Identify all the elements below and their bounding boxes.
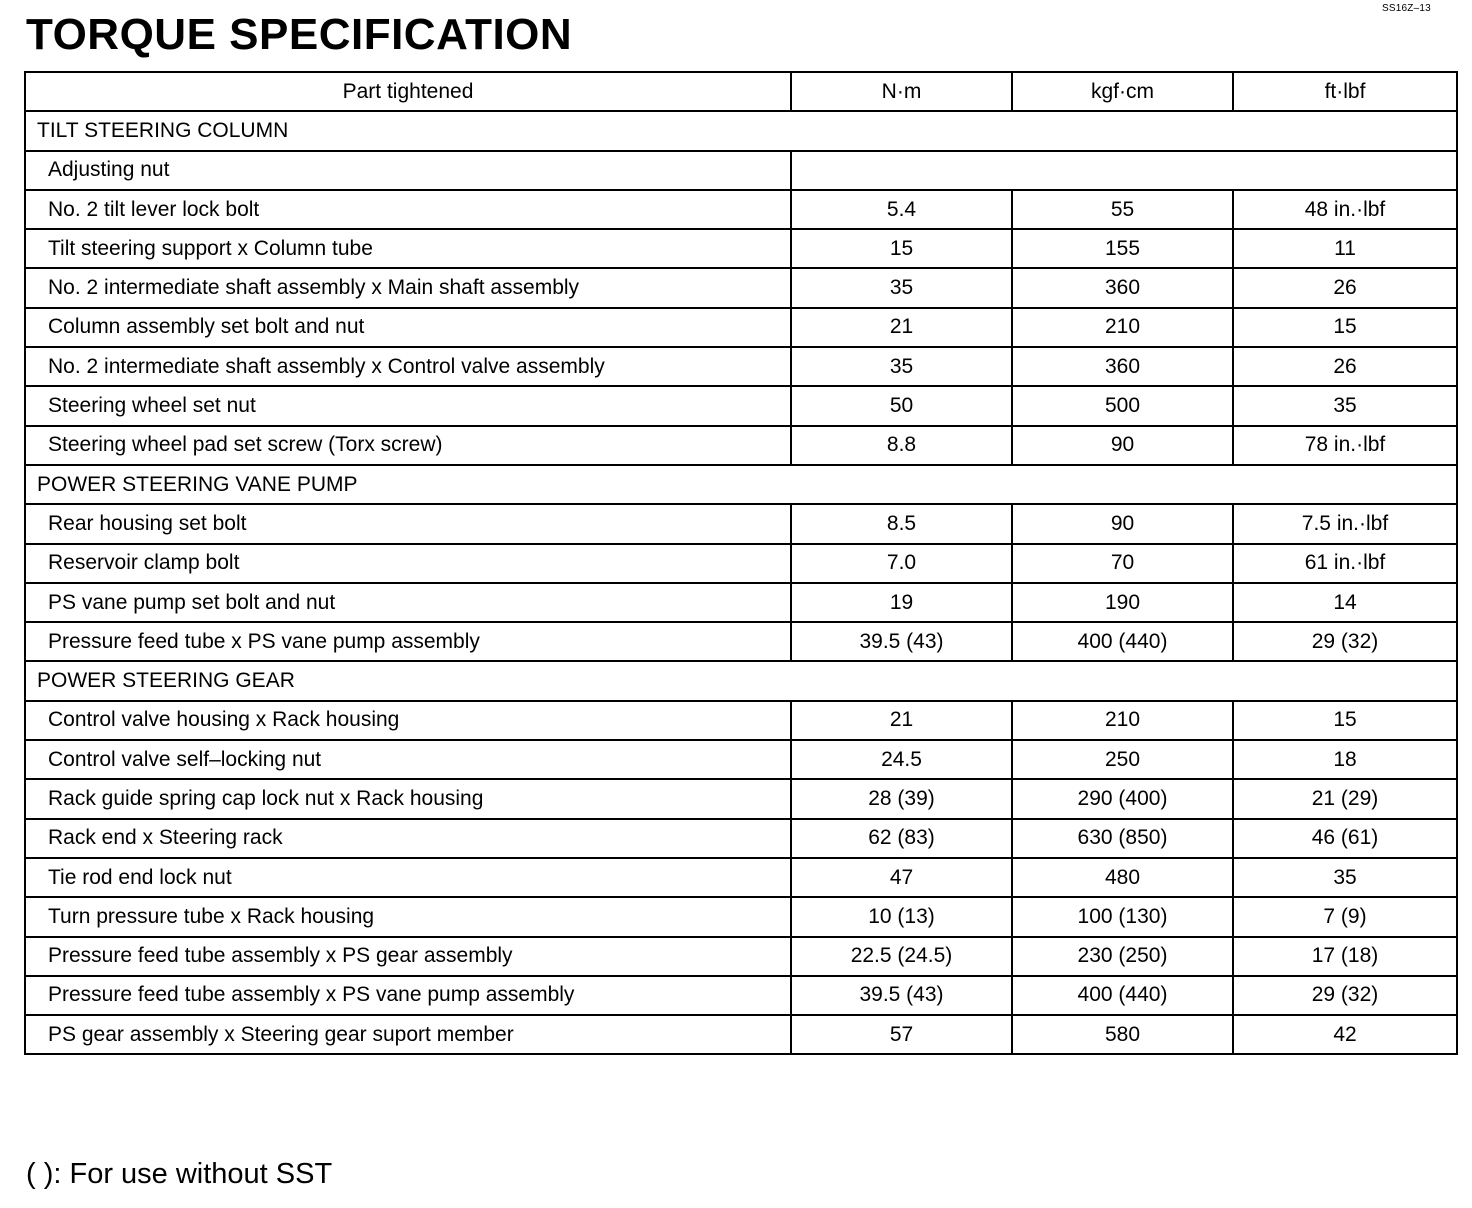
part-name-cell: PS vane pump set bolt and nut [25,583,791,622]
kgfcm-value-cell: 70 [1012,544,1233,583]
table-row [25,504,1457,543]
section-title: TILT STEERING COLUMN [25,111,1457,150]
column-header-part: Part tightened [25,72,791,111]
nm-value-cell: 8.8 [791,426,1012,465]
table-row [25,1015,1457,1054]
ftlbf-value-cell: 61 in.·lbf [1233,544,1457,583]
part-name-cell: Steering wheel pad set screw (Torx screw) [25,426,791,465]
part-name-cell: Pressure feed tube assembly x PS vane pump assembly [25,976,791,1015]
part-name-cell: No. 2 tilt lever lock bolt [25,190,791,229]
kgfcm-value-cell: 155 [1012,229,1233,268]
section-title: POWER STEERING GEAR [25,661,1457,700]
table-row [25,268,1457,307]
table-row [25,779,1457,818]
nm-value-cell: 50 [791,386,1012,425]
ftlbf-value-cell: 15 [1233,308,1457,347]
ftlbf-value-cell: 14 [1233,583,1457,622]
kgfcm-value-cell: 210 [1012,308,1233,347]
ftlbf-value-cell: 17 (18) [1233,937,1457,976]
kgfcm-value-cell: 90 [1012,426,1233,465]
nm-value-cell: 62 (83) [791,819,1012,858]
table-row [25,151,1457,190]
nm-value-cell: 35 [791,347,1012,386]
section-title: POWER STEERING VANE PUMP [25,465,1457,504]
ftlbf-value-cell: 21 (29) [1233,779,1457,818]
nm-value-cell: 28 (39) [791,779,1012,818]
nm-value-cell: 39.5 (43) [791,622,1012,661]
ftlbf-value-cell: 26 [1233,347,1457,386]
column-header-nm: N·m [791,72,1012,111]
ftlbf-value-cell: 42 [1233,1015,1457,1054]
part-name-cell: Adjusting nut [25,151,791,190]
part-name-cell: Steering wheel set nut [25,386,791,425]
nm-value-cell: 57 [791,1015,1012,1054]
table-body [25,111,1457,1054]
nm-value-cell: 21 [791,701,1012,740]
footnote: ( ): For use without SST [26,1158,333,1190]
kgfcm-value-cell: 100 (130) [1012,897,1233,936]
table-row [25,858,1457,897]
ftlbf-value-cell: 48 in.·lbf [1233,190,1457,229]
part-name-cell: Turn pressure tube x Rack housing [25,897,791,936]
kgfcm-value-cell: 400 (440) [1012,622,1233,661]
kgfcm-value-cell: 360 [1012,347,1233,386]
ftlbf-value-cell: 78 in.·lbf [1233,426,1457,465]
table-row [25,229,1457,268]
section-row [25,111,1457,150]
table-row [25,426,1457,465]
part-name-cell: Rack end x Steering rack [25,819,791,858]
part-name-cell: Pressure feed tube x PS vane pump assembly [25,622,791,661]
kgfcm-value-cell: 360 [1012,268,1233,307]
ftlbf-value-cell: 29 (32) [1233,976,1457,1015]
section-row [25,465,1457,504]
part-name-cell: Control valve housing x Rack housing [25,701,791,740]
part-name-cell: Pressure feed tube assembly x PS gear assembly [25,937,791,976]
table-row [25,308,1457,347]
nm-value-cell: 19 [791,583,1012,622]
ftlbf-value-cell: 46 (61) [1233,819,1457,858]
ftlbf-value-cell: 7 (9) [1233,897,1457,936]
nm-value-cell: 35 [791,268,1012,307]
nm-value-cell: 15 [791,229,1012,268]
kgfcm-value-cell: 630 (850) [1012,819,1233,858]
ftlbf-value-cell: 29 (32) [1233,622,1457,661]
document-reference-code: SS16Z–13 [1382,3,1431,14]
kgfcm-value-cell: 290 (400) [1012,779,1233,818]
kgfcm-value-cell: 500 [1012,386,1233,425]
nm-value-cell: 47 [791,858,1012,897]
column-header-ftlbf: ft·lbf [1233,72,1457,111]
part-name-cell: Tie rod end lock nut [25,858,791,897]
kgfcm-value-cell: 230 (250) [1012,937,1233,976]
part-name-cell: Rack guide spring cap lock nut x Rack housing [25,779,791,818]
ftlbf-value-cell: 26 [1233,268,1457,307]
ftlbf-value-cell: 7.5 in.·lbf [1233,504,1457,543]
nm-value-cell: 39.5 (43) [791,976,1012,1015]
kgfcm-value-cell: 55 [1012,190,1233,229]
ftlbf-value-cell: 18 [1233,740,1457,779]
table-row [25,937,1457,976]
part-name-cell: Reservoir clamp bolt [25,544,791,583]
kgfcm-value-cell: 190 [1012,583,1233,622]
table-row [25,897,1457,936]
table-row [25,347,1457,386]
kgfcm-value-cell: 250 [1012,740,1233,779]
kgfcm-value-cell: 480 [1012,858,1233,897]
table-row [25,583,1457,622]
kgfcm-value-cell: 580 [1012,1015,1233,1054]
kgfcm-value-cell: 90 [1012,504,1233,543]
part-name-cell: No. 2 intermediate shaft assembly x Control valve assembly [25,347,791,386]
table-row [25,740,1457,779]
empty-value-cell [791,151,1457,190]
page-title: TORQUE SPECIFICATION [26,10,573,59]
nm-value-cell: 24.5 [791,740,1012,779]
table-header-row [25,72,1457,111]
part-name-cell: Tilt steering support x Column tube [25,229,791,268]
table-row [25,819,1457,858]
table-row [25,190,1457,229]
section-row [25,661,1457,700]
kgfcm-value-cell: 210 [1012,701,1233,740]
torque-spec-table [24,71,1458,1055]
table-row [25,701,1457,740]
nm-value-cell: 5.4 [791,190,1012,229]
table-row [25,544,1457,583]
kgfcm-value-cell: 400 (440) [1012,976,1233,1015]
nm-value-cell: 10 (13) [791,897,1012,936]
ftlbf-value-cell: 35 [1233,386,1457,425]
nm-value-cell: 22.5 (24.5) [791,937,1012,976]
part-name-cell: PS gear assembly x Steering gear suport member [25,1015,791,1054]
table-row [25,386,1457,425]
part-name-cell: Column assembly set bolt and nut [25,308,791,347]
column-header-kgfcm: kgf·cm [1012,72,1233,111]
ftlbf-value-cell: 35 [1233,858,1457,897]
table-row [25,622,1457,661]
nm-value-cell: 21 [791,308,1012,347]
nm-value-cell: 7.0 [791,544,1012,583]
part-name-cell: Rear housing set bolt [25,504,791,543]
nm-value-cell: 8.5 [791,504,1012,543]
ftlbf-value-cell: 15 [1233,701,1457,740]
part-name-cell: No. 2 intermediate shaft assembly x Main shaft assembly [25,268,791,307]
ftlbf-value-cell: 11 [1233,229,1457,268]
part-name-cell: Control valve self–locking nut [25,740,791,779]
table-row [25,976,1457,1015]
